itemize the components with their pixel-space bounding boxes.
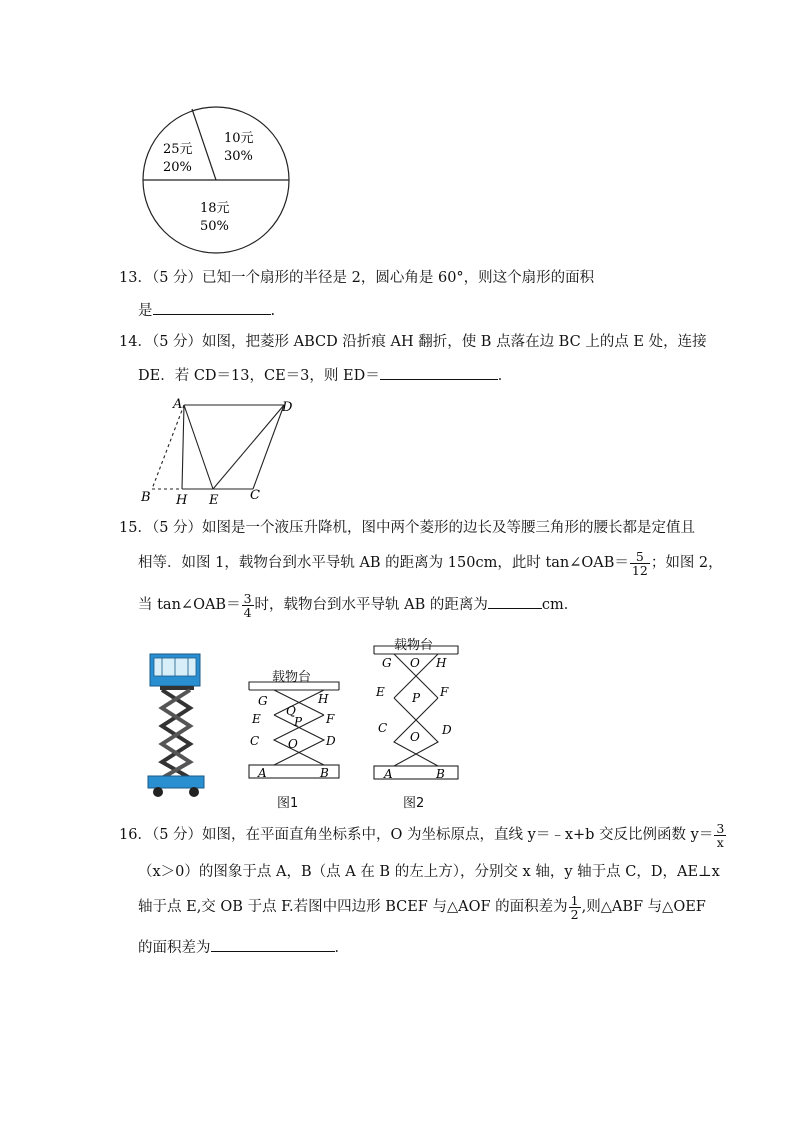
q16-line3b: ,则△ABF 与△OEF — [581, 899, 706, 915]
q14-answer-blank[interactable] — [380, 364, 498, 380]
fig2-label-o-bottom: O — [410, 730, 420, 744]
q15-answer-blank[interactable] — [488, 593, 542, 609]
q14-label-a: A — [173, 397, 183, 412]
q15-frac2-numerator: 3 — [243, 590, 252, 606]
q16-frac2-denominator: 2 — [570, 906, 579, 922]
fig2-label-f: F — [440, 685, 449, 699]
scissor-lift-photo — [142, 650, 208, 800]
q14-label-b: B — [141, 490, 151, 505]
pie-slice-10-label: 10元 — [224, 131, 254, 146]
q16-line3a: 轴于点 E,交 OB 于点 F.若图中四边形 BCEF 与△AOF 的面积差为 — [138, 899, 568, 915]
fig1-label-e: E — [252, 712, 261, 726]
q15-frac1-numerator: 5 — [630, 550, 650, 564]
q16-line2: （x＞0）的图象于点 A，B（点 A 在 B 的左上方），分别交 x 轴，y 轴于点 C，D，AE⊥x — [138, 864, 720, 880]
fig1-platform-label: 载物台 — [272, 670, 312, 685]
pie-slice-25-label: 25元 — [163, 142, 193, 157]
q15-figure-1 — [244, 672, 344, 784]
fig1-label-c: C — [250, 734, 260, 748]
fig1-label-b: B — [320, 766, 329, 780]
q14-end: ． — [497, 368, 513, 384]
q15-line1: 15．（5 分）如图是一个液压升降机，图中两个菱形的边长及等腰三角形的腰长都是定值且 — [119, 520, 696, 536]
q14-line1: 14．（5 分）如图，把菱形 ABCD 沿折痕 AH 翻折，使 B 点落在边 BC 上的点 E 处，连接 — [119, 334, 707, 350]
fig1-label-g: G — [258, 694, 268, 708]
fig2-label-g: G — [382, 656, 392, 670]
q15-figure-2 — [370, 640, 462, 784]
fig1-label-h: H — [318, 692, 329, 706]
q14-edge-dc — [253, 405, 284, 489]
q14-line2 — [138, 364, 512, 386]
q15-frac-5-12 — [630, 550, 650, 577]
q14-line2-text: DE．若 CD＝13，CE＝3，则 ED＝ — [138, 368, 380, 384]
q15-line3a: 当 tan∠OAB＝ — [138, 597, 241, 613]
q16-frac-3-x — [714, 822, 726, 849]
q13-answer-blank[interactable] — [153, 299, 271, 315]
fig2-label-c: C — [378, 721, 388, 735]
q16-frac2-numerator: 1 — [570, 892, 579, 908]
fig2-label-p: P — [412, 691, 421, 705]
q16-line1a: 16．（5 分）如图，在平面直角坐标系中，O 为坐标原点，直线 y＝﹣x+b 交反比例函数 y＝ — [119, 827, 714, 843]
q16-frac1-numerator: 3 — [716, 820, 725, 836]
q14-rhombus-figure — [136, 394, 308, 506]
fig2-label-o-top: O — [410, 656, 420, 670]
q13-end: . — [270, 303, 276, 319]
q16-frac-1-2 — [569, 894, 581, 921]
fig1-label-o: O — [288, 737, 298, 751]
q15-frac2-denominator: 4 — [243, 604, 252, 620]
fig1-label-p: P — [294, 715, 303, 729]
q15-unit: cm． — [541, 597, 579, 613]
pie-slice-18-label: 18元 — [200, 201, 230, 216]
fig1-label-d: D — [326, 734, 336, 748]
fig2-label-a: A — [384, 767, 393, 781]
fig1-caption: 图1 — [277, 796, 299, 811]
pie-slice-10-pct: 30% — [224, 149, 253, 164]
pie-slice-25-pct: 20% — [163, 160, 192, 175]
q15-frac-3-4 — [242, 592, 254, 619]
pie-chart — [140, 104, 292, 256]
fig2-platform-label: 载物台 — [394, 638, 434, 653]
q15-line2 — [138, 548, 723, 578]
fig2-label-d: D — [442, 723, 452, 737]
q14-label-d: D — [282, 400, 293, 415]
q16-frac1-denominator: x — [716, 834, 724, 850]
q16-line1 — [119, 820, 727, 850]
q16-answer-blank[interactable] — [211, 936, 335, 952]
q14-edge-ae — [184, 405, 213, 489]
fig2-label-b: B — [436, 767, 445, 781]
fig1-label-f: F — [326, 712, 335, 726]
fig1-label-a: A — [258, 766, 267, 780]
fig2-label-e: E — [376, 685, 385, 699]
q15-line2b: ；如图 2， — [650, 555, 723, 571]
q13-line1: 13．（5 分）已知一个扇形的半径是 2，圆心角是 60°，则这个扇形的面积 — [119, 270, 595, 286]
q16-end: ． — [334, 940, 349, 956]
q14-edge-ah — [182, 405, 184, 489]
q14-label-h: H — [176, 493, 188, 506]
q13-prefix: 是 — [138, 303, 153, 319]
q14-label-c: C — [250, 488, 260, 503]
q14-edge-ab-dashed — [152, 405, 184, 489]
fig2-label-h: H — [436, 656, 447, 670]
q16-line4 — [138, 936, 349, 958]
q14-edge-ed — [213, 405, 284, 489]
fig2-caption: 图2 — [403, 796, 425, 811]
q13-line2 — [138, 299, 275, 321]
q15-line3 — [138, 590, 578, 620]
q16-line3 — [138, 892, 706, 922]
q15-line3b: 时，载物台到水平导轨 AB 的距离为 — [254, 597, 488, 613]
q16-line4-text: 的面积差为 — [138, 940, 211, 956]
pie-slice-18-pct: 50% — [200, 219, 229, 234]
q14-label-e: E — [209, 493, 219, 506]
fig1-label-q: Q — [286, 704, 296, 718]
q15-line2a: 相等．如图 1，载物台到水平导轨 AB 的距离为 150cm，此时 tan∠OAB＝ — [138, 555, 629, 571]
q15-frac1-denominator: 12 — [631, 562, 648, 578]
